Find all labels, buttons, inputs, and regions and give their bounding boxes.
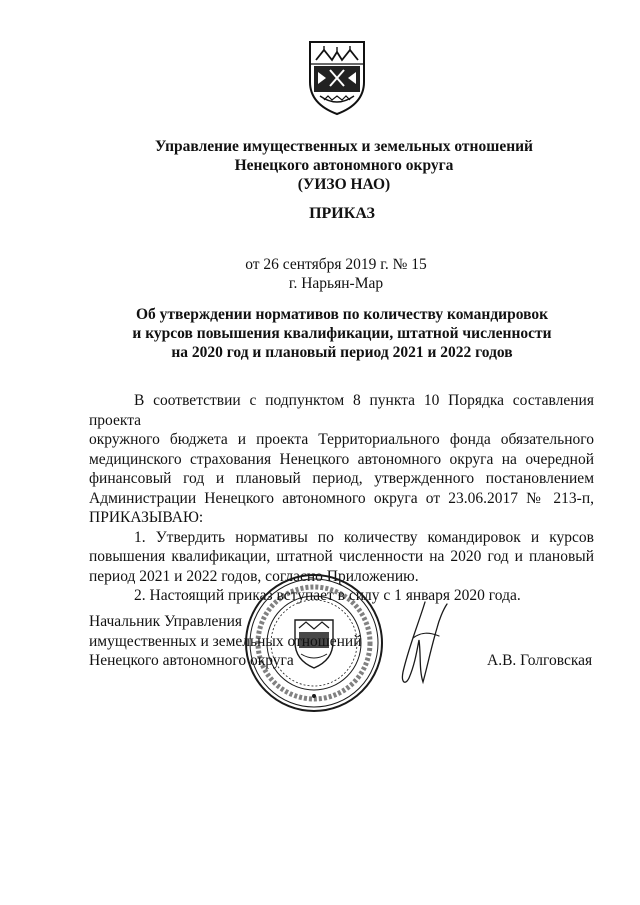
organization-line-2: Ненецкого автономного округа [234,157,454,174]
order-subject [22,305,640,362]
order-title: ПРИКАЗ [309,205,375,222]
preamble-line-3: медицинского страхования Ненецкого автономного округа на очередной [89,450,594,468]
order-place: г. Нарьян-Мар [288,275,384,292]
organization-line-1: Управление имущественных и земельных отношений [155,138,533,155]
item-2-line: 2. Настоящий приказ вступает в силу с 1 января 2020 года. [134,587,521,604]
preamble-line-2: окружного бюджета и проекта Территориального фонда обязательного [89,431,594,448]
subject-line-1: Об утверждении нормативов по количеству командировок [135,306,549,323]
organization-header [24,137,640,194]
preamble-line-1: В соответствии с подпунктом 8 пункта 10 Порядка составления проекта [89,392,594,429]
coat-of-arms-icon [306,38,368,116]
handwritten-signature-icon [395,598,451,690]
signatory-name: А.В. Голговская [487,652,593,669]
order-date: от 26 сентября 2019 г. № 15 [245,256,427,273]
subject-line-3: на 2020 год и плановый период 2021 и 2022 годов [171,344,513,361]
signatory-title-line-3: Ненецкого автономного округа [89,652,294,669]
preamble-line-6: ПРИКАЗЫВАЮ: [89,509,204,526]
subject-line-2: и курсов повышения квалификации, штатной численности [132,325,552,342]
signatory-title-line-2: имущественных и земельных отношений [89,632,362,650]
item-1-line-2: повышения квалификации, штатной численности на 2020 год и плановый [89,548,594,565]
organization-line-3: (УИЗО НАО) [297,176,391,193]
item-1-line-3: период 2021 и 2022 годов, согласно Приложению. [89,567,419,585]
date-and-place [16,255,640,293]
signatory-title-line-1: Начальник Управления [89,613,243,630]
preamble-line-5: Администрации Ненецкого автономного округа от 23.06.2017 № 213-п, [89,489,594,507]
preamble-paragraph [89,391,594,528]
preamble-line-4: финансовый год и плановый период, утвержденного постановлением [89,470,594,487]
signatory-title [89,612,362,671]
item-1-line-1: 1. Утвердить нормативы по количеству командировок и курсов [134,528,594,546]
